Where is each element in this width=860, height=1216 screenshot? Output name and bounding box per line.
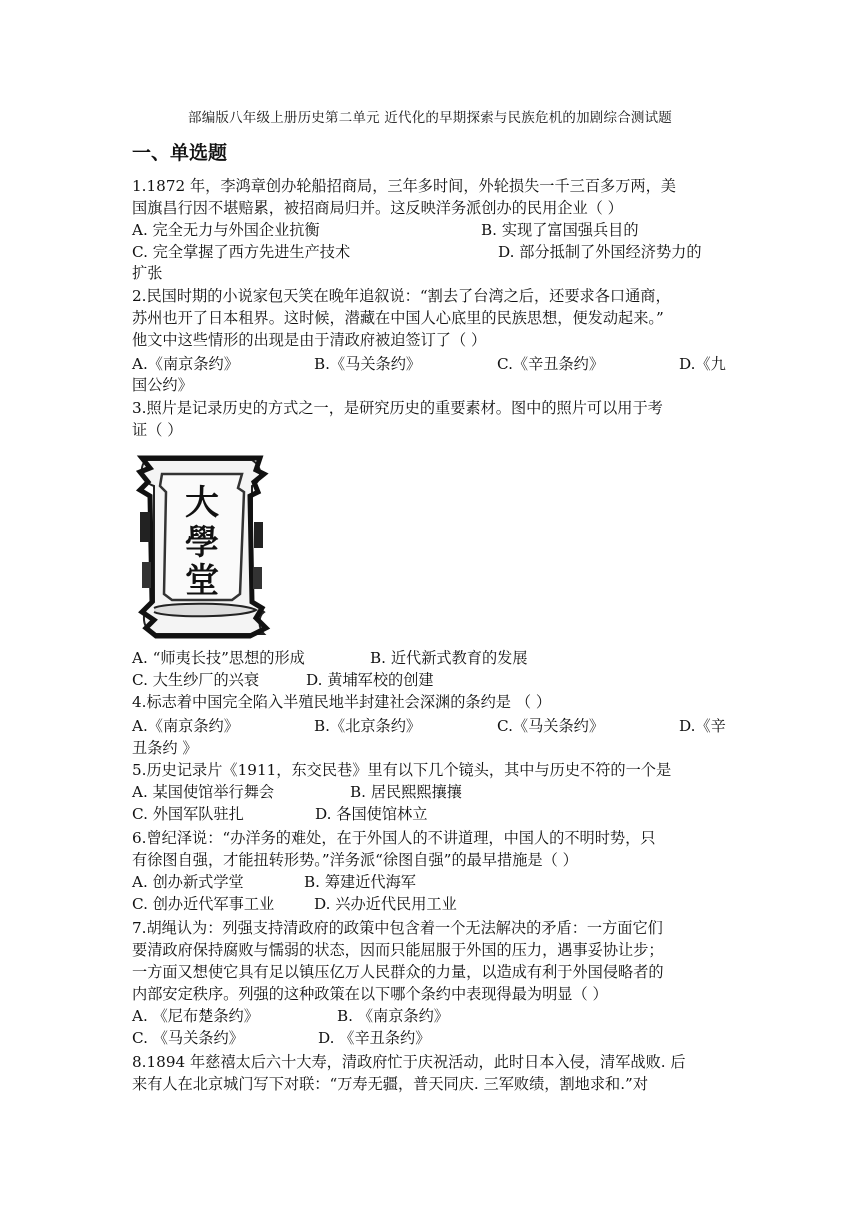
q7-option-b: B. 《南京条约》 (337, 1007, 449, 1025)
document-title: 部编版八年级上册历史第二单元 近代化的早期探索与民族危机的加剧综合测试题 (188, 110, 672, 126)
q2-option-b: B.《马关条约》 (314, 355, 422, 373)
q2-option-d: D.《九 (679, 355, 726, 373)
q2-line-1: 2.民国时期的小说家包天笑在晚年追叙说：“割去了台湾之后，还要求各口通商， (132, 287, 671, 305)
q7-line-1: 7.胡绳认为：列强支持清政府的政策中包含着一个无法解决的矛盾：一方面它们 (132, 919, 663, 937)
q7-option-d: D. 《辛丑条约》 (318, 1029, 431, 1047)
q4-option-a: A.《南京条约》 (132, 717, 239, 735)
q1-line-2: 国旗昌行因不堪赔累，被招商局归并。这反映洋务派创办的民用企业（ ） (132, 199, 623, 217)
q1-option-d: D. 部分抵制了外国经济势力的 (498, 243, 702, 261)
plaque-char-2: 學 (185, 523, 219, 563)
q6-option-a: A. 创办新式学堂 (132, 873, 244, 891)
q4-line-1: 4.标志着中国完全陷入半殖民地半封建社会深渊的条约是 （ ） (132, 693, 552, 711)
q7-line-3: 一方面又想使它具有足以镇压亿万人民群众的力量，以造成有利于外国侵略者的 (132, 963, 664, 981)
q3-option-b: B. 近代新式教育的发展 (370, 649, 528, 667)
q7-option-a: A. 《尼布楚条约》 (132, 1007, 259, 1025)
q6-option-b: B. 筹建近代海军 (304, 873, 416, 891)
q6-option-d: D. 兴办近代民用工业 (314, 895, 457, 913)
q7-line-4: 内部安定秩序。列强的这种政策在以下哪个条约中表现得最为明显（ ） (132, 985, 608, 1003)
q3-line-2: 证（ ） (132, 421, 183, 439)
q2-line-2: 苏州也开了日本租界。这时候，潜藏在中国人心底里的民族思想，便发动起来。” (132, 309, 664, 327)
q2-line-3: 他文中这些情形的出现是由于清政府被迫签订了（ ） (132, 331, 487, 349)
q2-option-c: C.《辛丑条约》 (497, 355, 605, 373)
q4-option-d-cont: 丑条约 》 (132, 739, 198, 757)
daxuetang-plaque-photo (132, 452, 272, 640)
q8-line-2: 来有人在北京城门写下对联：“万寿无疆，普天同庆. 三军败绩，割地求和.”对 (132, 1075, 649, 1093)
q6-line-2: 有徐图自强，才能扭转形势。”洋务派“徐图自强”的最早措施是（ ） (132, 851, 578, 869)
q4-option-d: D.《辛 (679, 717, 726, 735)
q1-line-1: 1.1872 年，李鸿章创办轮船招商局，三年多时间，外轮损失一千三百多万两，美 (132, 177, 676, 195)
q1-option-d-cont: 扩张 (132, 264, 163, 282)
q5-option-c: C. 外国军队驻扎 (132, 805, 244, 823)
q5-option-b: B. 居民熙熙攘攘 (350, 783, 462, 801)
q6-line-1: 6.曾纪泽说：“办洋务的难处，在于外国人的不讲道理，中国人的不明时势，只 (132, 829, 656, 847)
q2-option-d-cont: 国公约》 (132, 376, 193, 394)
q5-line-1: 5.历史记录片《1911，东交民巷》里有以下几个镜头，其中与历史不符的一个是 (132, 761, 672, 779)
q6-option-c: C. 创办近代军事工业 (132, 895, 275, 913)
q8-line-1: 8.1894 年慈禧太后六十大寿，清政府忙于庆祝活动，此时日本入侵，清军战败. 后 (132, 1053, 686, 1071)
q3-option-a: A. “师夷长技”思想的形成 (132, 649, 305, 667)
q3-option-d: D. 黄埔军校的创建 (306, 671, 434, 689)
q7-line-2: 要清政府保持腐败与懦弱的状态，因而只能屈服于外国的压力，遇事妥协让步； (132, 941, 664, 959)
q5-option-d: D. 各国使馆林立 (315, 805, 428, 823)
q3-line-1: 3.照片是记录历史的方式之一，是研究历史的重要素材。图中的照片可以用于考 (132, 399, 663, 417)
q3-option-c: C. 大生纱厂的兴衰 (132, 671, 260, 689)
q1-option-c: C. 完全掌握了西方先进生产技术 (132, 243, 351, 261)
plaque-char-1: 大 (185, 483, 219, 523)
q1-option-a: A. 完全无力与外国企业抗衡 (132, 221, 320, 239)
q2-option-a: A.《南京条约》 (132, 355, 239, 373)
q1-option-b: B. 实现了富国强兵目的 (481, 221, 639, 239)
q4-option-c: C.《马关条约》 (497, 717, 605, 735)
section-heading: 一、单选题 (132, 142, 228, 164)
q7-option-c: C. 《马关条约》 (132, 1029, 244, 1047)
plaque-char-3: 堂 (185, 561, 219, 601)
q4-option-b: B.《北京条约》 (314, 717, 422, 735)
q5-option-a: A. 某国使馆举行舞会 (132, 783, 275, 801)
